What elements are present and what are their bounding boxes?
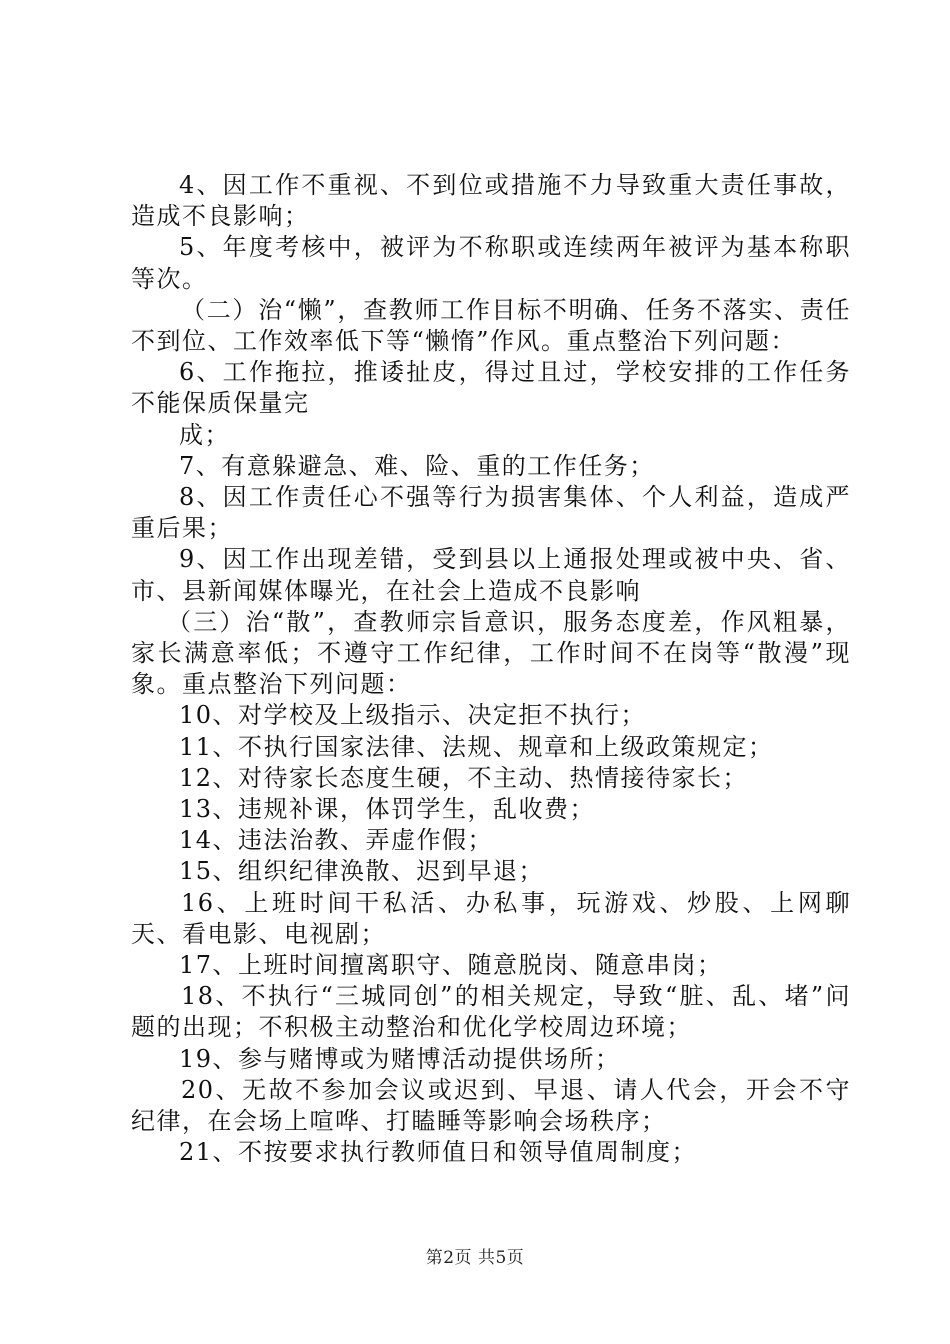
clause-13: 13、违规补课，体罚学生，乱收费；: [179, 795, 596, 824]
clause-18: 18、不执行“三城同创”的相关规定，导致“脏、乱、堵”问题的出现；不积极主动整治和优化学校周边环境；: [131, 982, 851, 1042]
section-heading-loose: （三）治“散”，查教师宗旨意识，服务态度差，作风粗暴，家长满意率低；不遵守工作纪律，工作时间不在岗等“散漫”现象。重点整治下列问题：: [131, 607, 851, 699]
document-body: [131, 170, 851, 1169]
page-number-indicator: 第2页 共5页: [425, 1248, 525, 1268]
clause-21: 21、不按要求执行教师值日和领导值周制度；: [179, 1138, 698, 1167]
clause-17: 17、上班时间擅离职守、随意脱岗、随意串岗；: [179, 951, 723, 980]
clause-15: 15、组织纪律涣散、迟到早退；: [179, 857, 545, 886]
clause-12: 12、对待家长态度生硬，不主动、热情接待家长；: [179, 763, 749, 792]
clause-6: 6、工作拖拉，推诿扯皮，得过且过，学校安排的工作任务不能保质保量完: [131, 358, 851, 418]
clause-19: 19、参与赌博或为赌博活动提供场所；: [179, 1044, 621, 1073]
clause-11: 11、不执行国家法律、法规、规章和上级政策规定；: [179, 732, 774, 761]
clause-14: 14、违法治教、弄虚作假；: [179, 826, 494, 855]
clause-8: 8、因工作责任心不强等行为损害集体、个人利益，造成严重后果；: [131, 483, 851, 543]
clause-5: 5、年度考核中，被评为不称职或连续两年被评为基本称职等次。: [131, 233, 851, 293]
clause-9: 9、因工作出现差错，受到县以上通报处理或被中央、省、市、县新闻媒体曝光，在社会上造成不良影响: [131, 545, 851, 605]
section-heading-lazy: （二）治“懒”，查教师工作目标不明确、任务不落实、责任不到位、工作效率低下等“懒惰”作风。重点整治下列问题：: [131, 295, 851, 356]
clause-16: 16、上班时间干私活、办私事，玩游戏、炒股、上网聊天、看电影、电视剧；: [131, 888, 851, 948]
clause-7: 7、有意躲避急、难、险、重的工作任务；: [179, 451, 655, 480]
clause-20: 20、无故不参加会议或迟到、早退、请人代会，开会不守纪律，在会场上喧哗、打瞌睡等影响会场秩序；: [131, 1075, 851, 1136]
clause-6-continuation: 成；: [179, 420, 230, 449]
clause-10: 10、对学校及上级指示、决定拒不执行；: [179, 701, 647, 730]
page-footer: [0, 1243, 950, 1268]
clause-4: 4、因工作不重视、不到位或措施不力导致重大责任事故，造成不良影响；: [131, 171, 851, 231]
